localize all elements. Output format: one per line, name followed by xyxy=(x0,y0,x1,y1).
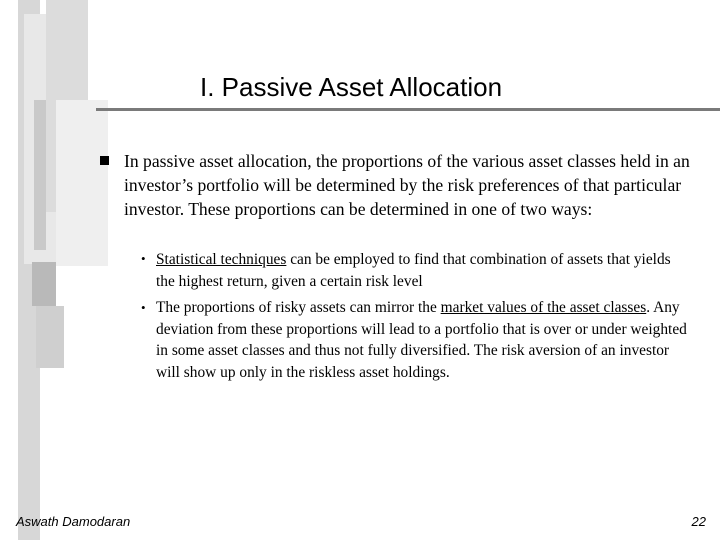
sub-bullet-1-text: can be employed to find that combination of assets that yields the highest return, given a certain risk level xyxy=(156,251,671,290)
sub-bullet-2 xyxy=(156,297,691,383)
sub-bullet-1 xyxy=(156,249,691,292)
footer-author: Aswath Damodaran xyxy=(16,514,131,529)
sub-bullet-2-prefix: The proportions of risky assets can mirror the xyxy=(156,299,441,316)
sub-bullet-2-underlined: market values of the asset classes xyxy=(440,299,647,316)
sub-bullet-marker-1: • xyxy=(141,251,146,266)
decor-block-e xyxy=(36,306,64,368)
decor-block-d xyxy=(32,262,56,306)
sub-bullet-marker-2: • xyxy=(141,300,146,315)
title-divider xyxy=(96,108,720,111)
decor-block-c xyxy=(56,100,108,266)
decor-block-f xyxy=(34,100,46,250)
main-bullet-marker xyxy=(100,156,109,165)
slide-title: I. Passive Asset Allocation xyxy=(200,72,503,102)
main-bullet-text: In passive asset allocation, the proportions of the various asset classes held in an investor’s portfolio will be determined by the risk preferences of that particular investor. These proportions can be determined in one of two ways: xyxy=(124,151,690,219)
sub-bullet-1-underlined: Statistical techniques xyxy=(156,251,287,268)
footer-page-number: 22 xyxy=(691,514,706,529)
sub-bullet-2-text: . Any deviation from these proportions will lead to a portfolio that is over or under weighted in some asset classes and thus not fully diversified. The risk aversion of an investor will show up only in the riskless asset holdings. xyxy=(156,299,687,381)
